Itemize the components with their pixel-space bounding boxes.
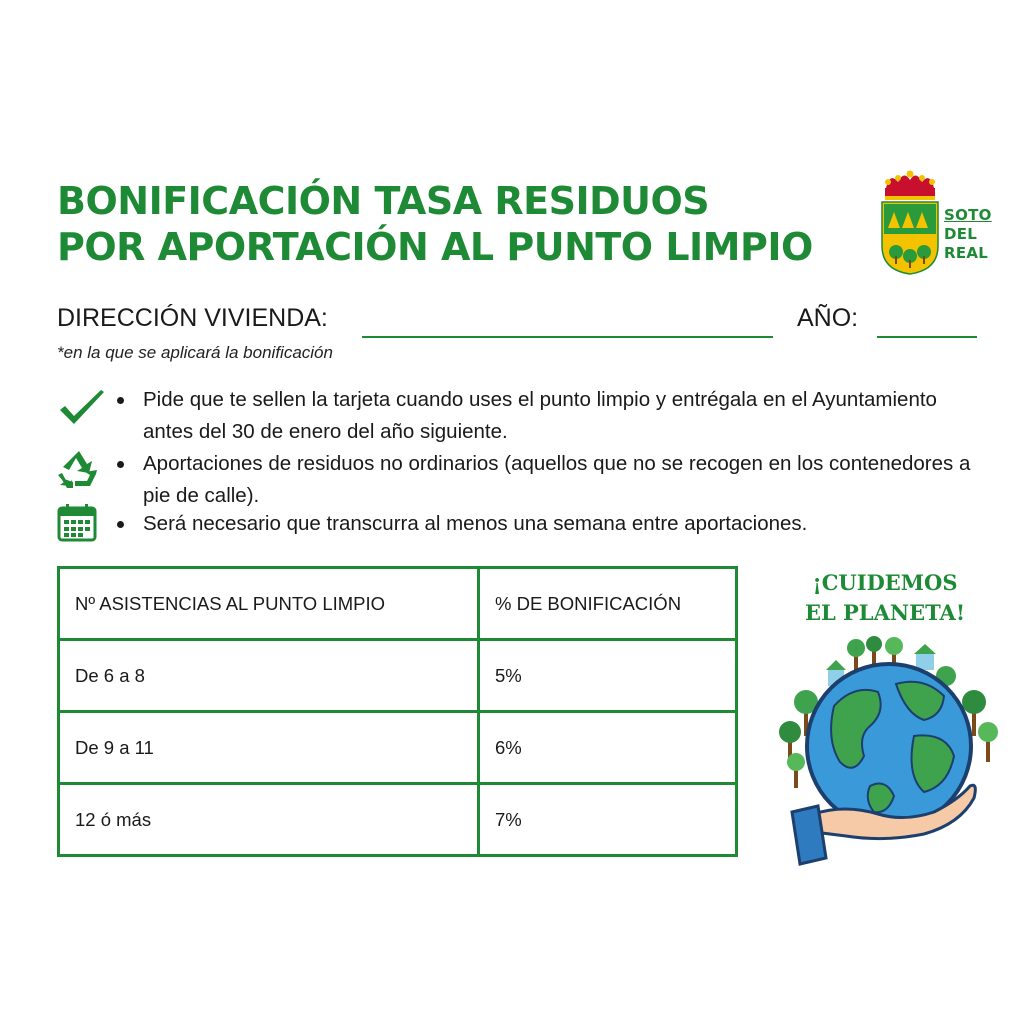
table-row bbox=[59, 712, 737, 784]
title-line-2: POR APORTACIÓN AL PUNTO LIMPIO bbox=[57, 225, 813, 269]
bonus-table bbox=[57, 566, 738, 857]
table-header-cell: Nº ASISTENCIAS AL PUNTO LIMPIO bbox=[59, 568, 479, 640]
list-item-text: Será necesario que transcurra al menos una semana entre aportaciones. bbox=[143, 512, 808, 535]
address-label: DIRECCIÓN VIVIENDA: bbox=[57, 304, 328, 332]
page-title bbox=[57, 178, 857, 270]
address-field[interactable] bbox=[362, 336, 773, 338]
bullet-dot bbox=[117, 397, 124, 404]
table-header-row bbox=[59, 568, 737, 640]
slogan-line-2: EL PLANETA! bbox=[804, 600, 966, 625]
earth-in-hand-illustration bbox=[774, 636, 1004, 868]
table-header-cell: % DE BONIFICACIÓN bbox=[479, 568, 737, 640]
year-label: AÑO: bbox=[797, 304, 859, 332]
table-cell: De 6 a 8 bbox=[59, 640, 479, 712]
logo-line-3: REAL bbox=[944, 244, 989, 262]
logo-line-2: DEL bbox=[944, 225, 978, 243]
checkmark-icon bbox=[57, 388, 107, 430]
title-line-1: BONIFICACIÓN TASA RESIDUOS bbox=[57, 179, 710, 223]
calendar-icon bbox=[57, 502, 97, 542]
list-item-text: Aportaciones de residuos no ordinarios (aquellos que no se recogen en los contenedores a pie de calle). bbox=[143, 452, 971, 507]
slogan-line-1: ¡CUIDEMOS bbox=[812, 570, 958, 595]
table-row bbox=[59, 784, 737, 856]
table-cell: 12 ó más bbox=[59, 784, 479, 856]
slogan bbox=[780, 568, 990, 628]
table-cell: 7% bbox=[479, 784, 737, 856]
table-cell: 6% bbox=[479, 712, 737, 784]
table-cell: De 9 a 11 bbox=[59, 712, 479, 784]
recycle-icon bbox=[57, 448, 101, 490]
year-field[interactable] bbox=[877, 336, 977, 338]
table-cell: 5% bbox=[479, 640, 737, 712]
bullet-dot bbox=[117, 461, 124, 468]
table-row bbox=[59, 640, 737, 712]
town-logo-text bbox=[944, 206, 992, 263]
bullet-dot bbox=[117, 521, 124, 528]
list-item-text: Pide que te sellen la tarjeta cuando uses el punto limpio y entrégala en el Ayuntamiento antes del 30 de enero del año siguiente. bbox=[143, 388, 937, 443]
logo-line-1: SOTO bbox=[944, 206, 992, 224]
address-note: *en la que se aplicará la bonificación bbox=[57, 343, 333, 362]
